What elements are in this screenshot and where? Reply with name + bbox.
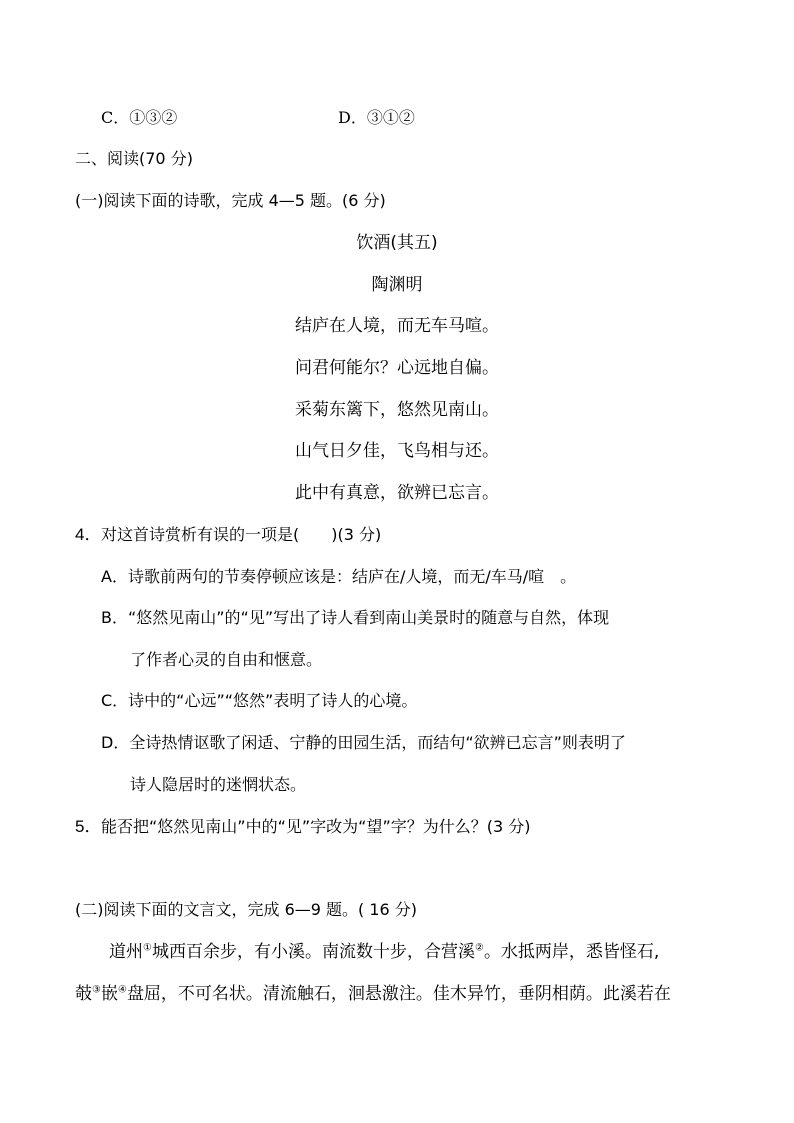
option-d-prev: D．③①② <box>338 108 415 127</box>
passage-text: 嵌 <box>100 984 118 1004</box>
poem-author: 陶渊明 <box>371 275 423 295</box>
passage-text: 攲 <box>75 984 92 1004</box>
part1-intro: (一)阅读下面的诗歌，完成 4—5 题。(6 分) <box>75 191 386 210</box>
question-4-text: 对这首诗赏析有误的一项是( )(3 分) <box>101 525 382 544</box>
q4-option-d-cont: 诗人隐居时的迷惘状态。 <box>130 775 307 794</box>
q4-option-d: D．全诗热情讴歌了闲适、宁静的田园生活，而结句“欲辨已忘言”则表明了 <box>101 733 626 752</box>
footnote-4-marker: ④ <box>117 984 127 996</box>
footnote-2-marker: ② <box>474 942 484 954</box>
option-c-prev: C．①③② <box>101 108 178 127</box>
passage-text: 盘屈，不可名状。清流触石，洄悬激注。佳木异竹，垂阴相荫。此溪若在 <box>126 984 671 1004</box>
poem-line: 山气日夕佳，飞鸟相与还。 <box>295 441 499 461</box>
passage-line-2 <box>75 982 671 1006</box>
q4-option-b-cont: 了作者心灵的自由和惬意。 <box>130 650 323 669</box>
footnote-1-marker: ① <box>143 942 152 954</box>
q4-option-b: B．“悠然见南山”的“见”写出了诗人看到南山美景时的随意与自然，体现 <box>101 608 610 627</box>
question-4-number: 4． <box>75 525 102 544</box>
poem-title: 饮酒(其五) <box>356 233 438 253</box>
passage-text: 道州 <box>109 942 143 962</box>
passage-line-1 <box>109 940 659 964</box>
question-5-number: 5． <box>75 817 102 836</box>
section-title: 二、阅读(70 分) <box>75 149 193 168</box>
passage-text: 城西百余步，有小溪。南流数十步，合营溪 <box>151 942 475 962</box>
poem-line: 采菊东篱下，悠然见南山。 <box>295 400 499 420</box>
q4-option-a: A．诗歌前两句的节奏停顿应该是：结庐在/人境，而无/车马/喧 。 <box>101 567 577 586</box>
q4-option-c: C．诗中的“心远”“悠然”表明了诗人的心境。 <box>101 691 418 710</box>
part2-intro: (二)阅读下面的文言文，完成 6—9 题。( 16 分) <box>75 900 418 919</box>
poem-line: 问君何能尔？心远地自偏。 <box>295 358 499 378</box>
question-5-text: 能否把“悠然见南山”中的“见”字改为“望”字？为什么？(3 分) <box>101 817 531 836</box>
passage-text: 。水抵两岸，悉皆怪石, <box>483 942 660 962</box>
poem-line: 此中有真意，欲辨已忘言。 <box>295 483 499 503</box>
footnote-3-marker: ③ <box>92 984 101 996</box>
poem-line: 结庐在人境，而无车马喧。 <box>295 316 499 336</box>
